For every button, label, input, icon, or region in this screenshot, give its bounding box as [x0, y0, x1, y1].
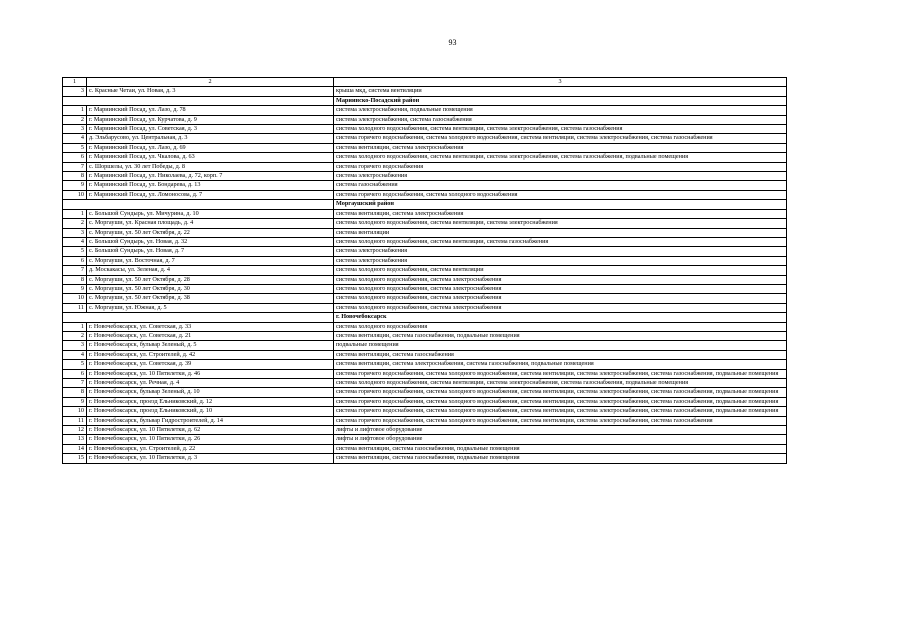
- row-address: г. Новочебоксарск, проезд Ельниковский, д. 12: [87, 397, 334, 406]
- header-col-number: 1: [63, 78, 87, 87]
- table-row: [63, 444, 787, 453]
- row-systems: система холодного водоснабжения, система вентиляции, система электроснабжения, система газоснабжения, подвальные помещения: [334, 379, 787, 388]
- row-systems: система горячего водоснабжения, система холодного водоснабжения, система вентиляции, система электроснабжения, система газоснабжения: [334, 134, 787, 143]
- row-systems: система электроснабжения: [334, 256, 787, 265]
- table-row: [63, 106, 787, 115]
- row-systems: система газоснабжения: [334, 181, 787, 190]
- row-systems: система горячего водоснабжения, система холодного водоснабжения, система вентиляции, система электроснабжения, система газоснабжения, подвальные помещения: [334, 407, 787, 416]
- row-systems: система электроснабжения: [334, 247, 787, 256]
- table-row: [63, 219, 787, 228]
- row-systems: система холодного водоснабжения, система вентиляции, система электроснабжения, система газоснабжения, подвальные помещения: [334, 153, 787, 162]
- row-number: 6: [63, 369, 87, 378]
- register-table-body: [63, 78, 787, 464]
- row-systems: система холодного водоснабжения, система вентиляции, система газоснабжения: [334, 237, 787, 246]
- table-row: [63, 125, 787, 134]
- row-address: д. Эльбарусово, ул. Центральная, д. 3: [87, 134, 334, 143]
- row-number: 3: [63, 87, 87, 96]
- row-number: 8: [63, 275, 87, 284]
- row-address: с. Красные Четаи, ул. Новая, д. 3: [87, 87, 334, 96]
- row-address: г. Новочебоксарск, бульвар Зеленый, д. 5: [87, 341, 334, 350]
- row-address: г. Мариинский Посад, ул. Николаева, д. 72, корп. 7: [87, 172, 334, 181]
- row-address: г. Мариинский Посад, ул. Лазо, д. 78: [87, 106, 334, 115]
- table-row: [63, 190, 787, 199]
- row-address: г. Новочебоксарск, ул. 10 Пятилетки, д. 46: [87, 369, 334, 378]
- row-number: 1: [63, 106, 87, 115]
- row-systems: система вентиляции, система газоснабжения: [334, 350, 787, 359]
- row-number: 9: [63, 397, 87, 406]
- row-address: г. Новочебоксарск, ул. Строителей, д. 22: [87, 444, 334, 453]
- table-row: [63, 416, 787, 425]
- row-number: 3: [63, 228, 87, 237]
- row-systems: система холодного водоснабжения, система электроснабжения: [334, 275, 787, 284]
- table-row: [63, 115, 787, 124]
- row-address: г. Новочебоксарск, ул. 10 Пятилетки, д. 62: [87, 426, 334, 435]
- row-number: 3: [63, 341, 87, 350]
- table-row: [63, 237, 787, 246]
- row-address: с. Моргауши, ул. 50 лет Октября, д. 30: [87, 284, 334, 293]
- row-number: 8: [63, 388, 87, 397]
- row-number: 7: [63, 379, 87, 388]
- page-number: 93: [448, 38, 457, 47]
- row-address: с. Шоршелы, ул. 30 лет Победы, д. 8: [87, 162, 334, 171]
- row-number: 12: [63, 426, 87, 435]
- row-systems: подвальные помещения: [334, 341, 787, 350]
- row-number: 2: [63, 331, 87, 340]
- row-address: д. Москакасы, ул. Зеленая, д. 4: [87, 266, 334, 275]
- row-systems: система холодного водоснабжения, система вентиляции: [334, 266, 787, 275]
- row-systems: крыша мкд, система вентиляции: [334, 87, 787, 96]
- row-number: 7: [63, 162, 87, 171]
- section-title: г. Новочебоксарск: [334, 313, 787, 322]
- table-row: [63, 379, 787, 388]
- row-number: 1: [63, 322, 87, 331]
- row-address: с. Большой Сундырь, ул. Новая, д. 7: [87, 247, 334, 256]
- row-address: г. Мариинский Посад, ул. Чкалова, д. 63: [87, 153, 334, 162]
- table-row: [63, 331, 787, 340]
- section-row: [63, 96, 787, 105]
- row-number: 11: [63, 416, 87, 425]
- row-number: 10: [63, 190, 87, 199]
- row-address: г. Новочебоксарск, ул. Советская, д. 33: [87, 322, 334, 331]
- table-row: [63, 209, 787, 218]
- table-row: [63, 87, 787, 96]
- table-row: [63, 275, 787, 284]
- table-row: [63, 454, 787, 463]
- row-number: 10: [63, 294, 87, 303]
- table-row: [63, 294, 787, 303]
- row-number: 4: [63, 237, 87, 246]
- table-row: [63, 153, 787, 162]
- row-number: 10: [63, 407, 87, 416]
- row-systems: лифты и лифтовое оборудование: [334, 435, 787, 444]
- row-address: с. Большой Сундырь, ул. Новая, д. 32: [87, 237, 334, 246]
- row-systems: система вентиляции, система электроснабжения, система газоснабжения, подвальные помещения: [334, 360, 787, 369]
- row-address: г. Новочебоксарск, проезд Ельниковский, д. 10: [87, 407, 334, 416]
- row-number: 8: [63, 172, 87, 181]
- row-systems: система вентиляции, система газоснабжения, подвальные помещения: [334, 444, 787, 453]
- row-systems: система вентиляции: [334, 228, 787, 237]
- row-address: с. Моргауши, ул. 50 лет Октября, д. 22: [87, 228, 334, 237]
- section-title: Мариинско-Посадский район: [334, 96, 787, 105]
- row-number: 5: [63, 247, 87, 256]
- register-table: [62, 77, 787, 464]
- table-row: [63, 284, 787, 293]
- row-number: 6: [63, 153, 87, 162]
- row-address: с. Моргауши, ул. Восточная, д. 7: [87, 256, 334, 265]
- table-row: [63, 407, 787, 416]
- row-address: г. Новочебоксарск, бульвар Гидростроителей, д. 14: [87, 416, 334, 425]
- row-number: 14: [63, 444, 87, 453]
- table-row: [63, 247, 787, 256]
- row-systems: система холодного водоснабжения, система электроснабжения: [334, 294, 787, 303]
- row-systems: система холодного водоснабжения, система электроснабжения: [334, 303, 787, 312]
- row-number: 13: [63, 435, 87, 444]
- section-empty-cell: [63, 200, 334, 209]
- row-number: 2: [63, 115, 87, 124]
- row-systems: система горячего водоснабжения, система холодного водоснабжения, система вентиляции, система электроснабжения, система газоснабжения, подвальные помещения: [334, 397, 787, 406]
- table-row: [63, 162, 787, 171]
- row-address: г. Мариинский Посад, ул. Ломоносова, д. 7: [87, 190, 334, 199]
- table-row: [63, 322, 787, 331]
- row-address: с. Моргауши, ул. Южная, д. 5: [87, 303, 334, 312]
- row-systems: система вентиляции, система газоснабжения, подвальные помещения: [334, 331, 787, 340]
- table-row: [63, 360, 787, 369]
- row-number: 5: [63, 360, 87, 369]
- table-row: [63, 426, 787, 435]
- table-row: [63, 172, 787, 181]
- row-systems: система холодного водоснабжения: [334, 322, 787, 331]
- row-address: г. Мариинский Посад, ул. Курчатова, д. 9: [87, 115, 334, 124]
- row-systems: система вентиляции, система газоснабжения, подвальные помещения: [334, 454, 787, 463]
- row-address: г. Мариинский Посад, ул. Лазо, д. 69: [87, 143, 334, 152]
- row-number: 9: [63, 181, 87, 190]
- row-address: г. Новочебоксарск, ул. Советская, д. 21: [87, 331, 334, 340]
- row-systems: система горячего водоснабжения, система холодного водоснабжения, система вентиляции, система электроснабжения, система газоснабжения, подвальные помещения: [334, 388, 787, 397]
- row-systems: система холодного водоснабжения, система вентиляции, система электроснабжения, система газоснабжения: [334, 125, 787, 134]
- row-systems: лифты и лифтовое оборудование: [334, 426, 787, 435]
- table-row: [63, 256, 787, 265]
- row-systems: система горячего водоснабжения, система холодного водоснабжения: [334, 190, 787, 199]
- row-systems: система горячего водоснабжения, система холодного водоснабжения, система вентиляции, система электроснабжения, система газоснабжения, подвальные помещения: [334, 369, 787, 378]
- row-address: с. Моргауши, ул. 50 лет Октября, д. 38: [87, 294, 334, 303]
- row-number: 11: [63, 303, 87, 312]
- section-empty-cell: [63, 313, 334, 322]
- row-systems: система горячего водоснабжения: [334, 162, 787, 171]
- row-systems: система вентиляции, система электроснабжения: [334, 143, 787, 152]
- row-address: г. Мариинский Посад, ул. Бондарева, д. 13: [87, 181, 334, 190]
- row-address: с. Моргауши, ул. Красная площадь, д. 4: [87, 219, 334, 228]
- table-row: [63, 341, 787, 350]
- row-number: 6: [63, 256, 87, 265]
- table-row: [63, 350, 787, 359]
- row-number: 1: [63, 209, 87, 218]
- row-address: г. Новочебоксарск, бульвар Зеленый, д. 10: [87, 388, 334, 397]
- table-row: [63, 397, 787, 406]
- table-row: [63, 134, 787, 143]
- row-number: 9: [63, 284, 87, 293]
- row-systems: система горячего водоснабжения, система холодного водоснабжения, система вентиляции, система электроснабжения, система газоснабжения: [334, 416, 787, 425]
- table-header-row: [63, 78, 787, 87]
- row-address: г. Новочебоксарск, ул. 10 Пятилетки, д. 3: [87, 454, 334, 463]
- header-col-systems: 3: [334, 78, 787, 87]
- header-col-address: 2: [87, 78, 334, 87]
- table-row: [63, 369, 787, 378]
- table-row: [63, 181, 787, 190]
- row-number: 3: [63, 125, 87, 134]
- table-row: [63, 143, 787, 152]
- table-row: [63, 266, 787, 275]
- section-empty-cell: [63, 96, 334, 105]
- row-systems: система электроснабжения, система газоснабжения: [334, 115, 787, 124]
- row-number: 5: [63, 143, 87, 152]
- row-address: г. Мариинский Посад, ул. Советская, д. 3: [87, 125, 334, 134]
- table-row: [63, 228, 787, 237]
- table-row: [63, 435, 787, 444]
- row-address: г. Новочебоксарск, ул. Советская, д. 39: [87, 360, 334, 369]
- row-address: с. Большой Сундырь, ул. Мичурина, д. 10: [87, 209, 334, 218]
- row-number: 7: [63, 266, 87, 275]
- row-number: 15: [63, 454, 87, 463]
- row-systems: система вентиляции, система электроснабжения: [334, 209, 787, 218]
- row-address: с. Моргауши, ул. 50 лет Октября, д. 28: [87, 275, 334, 284]
- row-number: 2: [63, 219, 87, 228]
- row-number: 4: [63, 134, 87, 143]
- row-number: 4: [63, 350, 87, 359]
- row-systems: система холодного водоснабжения, система вентиляции, система электроснабжения: [334, 219, 787, 228]
- section-row: [63, 313, 787, 322]
- row-address: г. Новочебоксарск, ул. Строителей, д. 42: [87, 350, 334, 359]
- row-systems: система холодного водоснабжения, система электроснабжения: [334, 284, 787, 293]
- row-address: г. Новочебоксарск, ул. 10 Пятилетки, д. 26: [87, 435, 334, 444]
- section-row: [63, 200, 787, 209]
- row-address: г. Новочебоксарск, ул. Речная, д. 4: [87, 379, 334, 388]
- table-row: [63, 303, 787, 312]
- table-row: [63, 388, 787, 397]
- row-systems: система электроснабжения, подвальные помещения: [334, 106, 787, 115]
- row-systems: система электроснабжения: [334, 172, 787, 181]
- section-title: Моргаушский район: [334, 200, 787, 209]
